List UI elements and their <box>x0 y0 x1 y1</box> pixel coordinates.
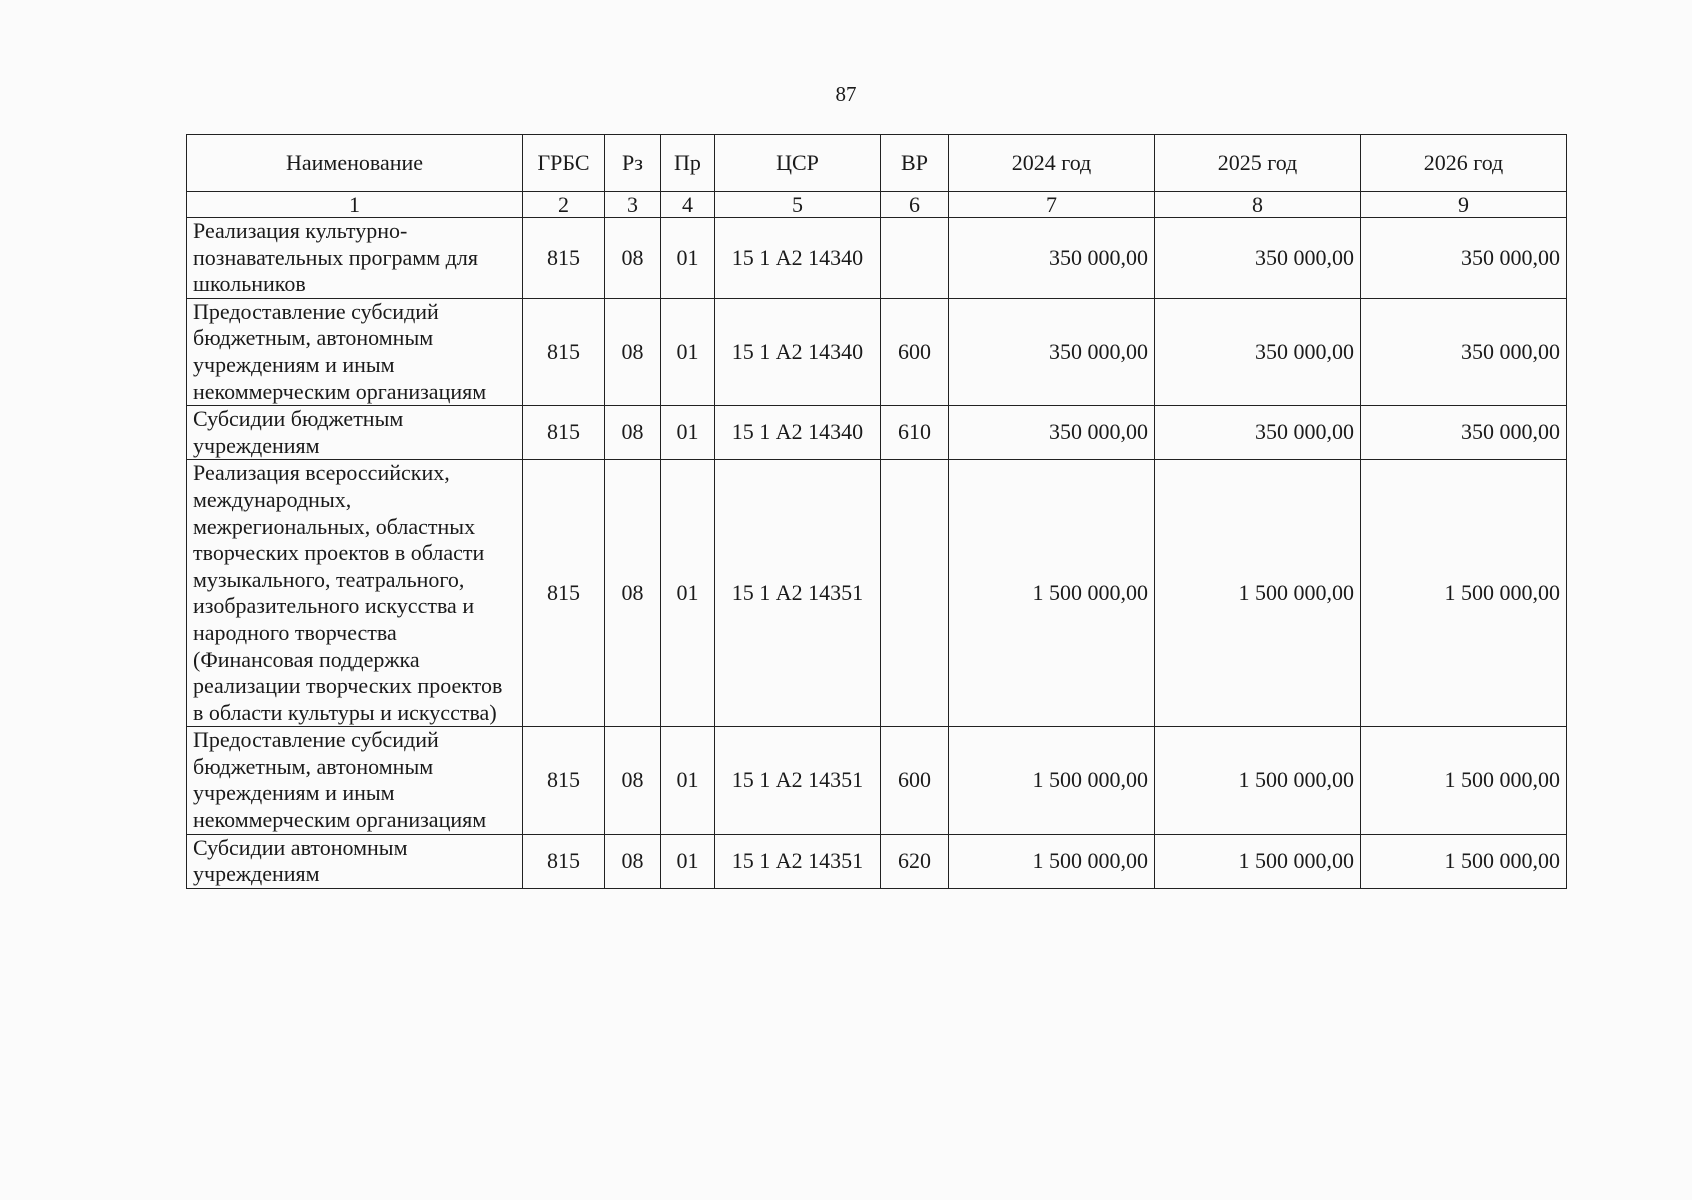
column-number: 5 <box>715 192 881 218</box>
cell-rz: 08 <box>605 406 661 460</box>
cell-2025: 350 000,00 <box>1155 406 1361 460</box>
column-number: 4 <box>661 192 715 218</box>
cell-csr: 15 1 А2 14340 <box>715 218 881 299</box>
header-2026: 2026 год <box>1361 135 1567 192</box>
cell-grbs: 815 <box>523 727 605 834</box>
cell-2025: 350 000,00 <box>1155 218 1361 299</box>
cell-csr: 15 1 А2 14340 <box>715 298 881 405</box>
cell-pr: 01 <box>661 298 715 405</box>
table-row <box>187 298 1567 405</box>
cell-name: Субсидии бюджетным учреждениям <box>187 406 523 460</box>
cell-grbs: 815 <box>523 834 605 888</box>
cell-vr <box>881 460 949 727</box>
cell-2024: 350 000,00 <box>949 218 1155 299</box>
header-pr: Пр <box>661 135 715 192</box>
header-row <box>187 135 1567 192</box>
cell-name: Предоставление субсидий бюджетным, автономным учреждениям и иным некоммерческим организациям <box>187 298 523 405</box>
cell-2025: 1 500 000,00 <box>1155 460 1361 727</box>
column-number: 3 <box>605 192 661 218</box>
header-name: Наименование <box>187 135 523 192</box>
cell-2026: 350 000,00 <box>1361 298 1567 405</box>
header-csr: ЦСР <box>715 135 881 192</box>
cell-pr: 01 <box>661 218 715 299</box>
cell-grbs: 815 <box>523 460 605 727</box>
cell-vr: 620 <box>881 834 949 888</box>
cell-rz: 08 <box>605 834 661 888</box>
table-row <box>187 406 1567 460</box>
cell-2026: 1 500 000,00 <box>1361 460 1567 727</box>
cell-csr: 15 1 А2 14351 <box>715 460 881 727</box>
column-number: 9 <box>1361 192 1567 218</box>
cell-name: Субсидии автономным учреждениям <box>187 834 523 888</box>
page-number: 87 <box>835 82 857 106</box>
table-row <box>187 834 1567 888</box>
cell-rz: 08 <box>605 727 661 834</box>
cell-vr: 610 <box>881 406 949 460</box>
cell-2024: 350 000,00 <box>949 406 1155 460</box>
table-row <box>187 460 1567 727</box>
column-number: 6 <box>881 192 949 218</box>
cell-2026: 1 500 000,00 <box>1361 727 1567 834</box>
header-2025: 2025 год <box>1155 135 1361 192</box>
header-grbs: ГРБС <box>523 135 605 192</box>
cell-rz: 08 <box>605 460 661 727</box>
cell-2024: 350 000,00 <box>949 298 1155 405</box>
table-row <box>187 218 1567 299</box>
cell-csr: 15 1 А2 14351 <box>715 727 881 834</box>
header-2024: 2024 год <box>949 135 1155 192</box>
table-row <box>187 727 1567 834</box>
cell-name: Реализация культурно-познавательных программ для школьников <box>187 218 523 299</box>
cell-2026: 350 000,00 <box>1361 406 1567 460</box>
cell-pr: 01 <box>661 834 715 888</box>
cell-pr: 01 <box>661 460 715 727</box>
cell-csr: 15 1 А2 14340 <box>715 406 881 460</box>
cell-2026: 1 500 000,00 <box>1361 834 1567 888</box>
column-number: 1 <box>187 192 523 218</box>
cell-pr: 01 <box>661 406 715 460</box>
cell-name: Реализация всероссийских, международных, межрегиональных, областных творческих проектов в области музыкального, театрального, изобразительного искусства и народного творчества (Финансовая поддержка реализации творческих проектов в области культуры и искусства) <box>187 460 523 727</box>
cell-2024: 1 500 000,00 <box>949 727 1155 834</box>
header-rz: Рз <box>605 135 661 192</box>
cell-vr <box>881 218 949 299</box>
cell-2024: 1 500 000,00 <box>949 460 1155 727</box>
cell-vr: 600 <box>881 727 949 834</box>
cell-grbs: 815 <box>523 218 605 299</box>
cell-csr: 15 1 А2 14351 <box>715 834 881 888</box>
cell-2025: 1 500 000,00 <box>1155 727 1361 834</box>
header-vr: ВР <box>881 135 949 192</box>
cell-name: Предоставление субсидий бюджетным, автономным учреждениям и иным некоммерческим организациям <box>187 727 523 834</box>
cell-2024: 1 500 000,00 <box>949 834 1155 888</box>
column-number: 7 <box>949 192 1155 218</box>
cell-rz: 08 <box>605 298 661 405</box>
cell-2026: 350 000,00 <box>1361 218 1567 299</box>
cell-2025: 350 000,00 <box>1155 298 1361 405</box>
cell-2025: 1 500 000,00 <box>1155 834 1361 888</box>
column-number: 8 <box>1155 192 1361 218</box>
budget-table <box>186 134 1567 889</box>
cell-vr: 600 <box>881 298 949 405</box>
cell-rz: 08 <box>605 218 661 299</box>
column-number: 2 <box>523 192 605 218</box>
column-number-row <box>187 192 1567 218</box>
cell-pr: 01 <box>661 727 715 834</box>
cell-grbs: 815 <box>523 406 605 460</box>
cell-grbs: 815 <box>523 298 605 405</box>
